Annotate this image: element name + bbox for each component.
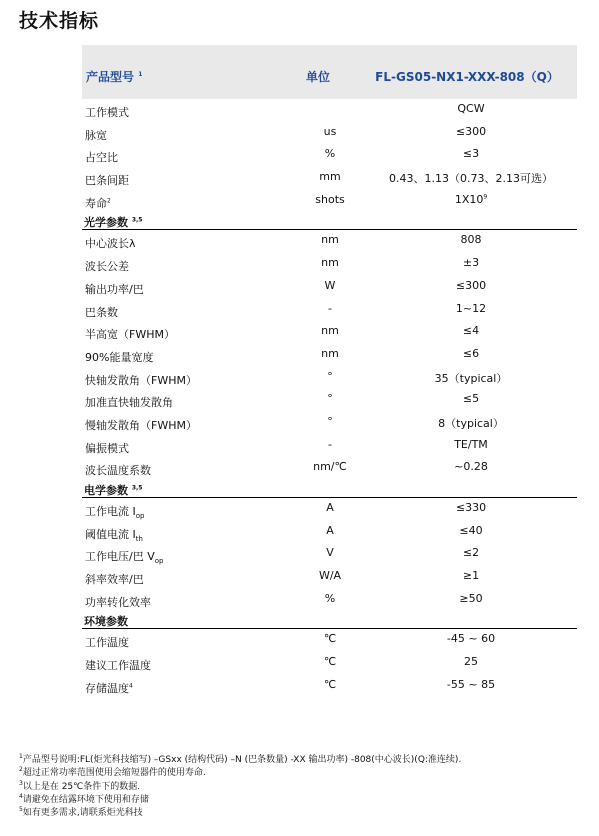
param-value-text: ≤300: [455, 278, 487, 292]
param-unit: °: [327, 392, 333, 406]
param-value: [447, 678, 495, 691]
param-name-text: 工作电压/巴 V: [85, 550, 155, 564]
footnote: [19, 754, 461, 767]
footnote: [19, 794, 461, 807]
param-value: [454, 438, 488, 451]
header-model-label: 产品型号 $^1$: [86, 70, 143, 84]
footnote-number: 2: [19, 766, 23, 774]
table-row: [82, 652, 577, 675]
param-name-text: 巴条数: [85, 305, 118, 319]
param-value: [463, 147, 479, 160]
param-value-exponent: 9: [483, 193, 488, 201]
header-model-footnote-ref: 1: [138, 71, 143, 78]
spec-table: [82, 45, 577, 698]
param-name-text: 波长公差: [85, 260, 129, 274]
param-value: [457, 102, 484, 115]
section-title-label: 环境参数: [84, 615, 128, 629]
footnotes: [19, 754, 461, 820]
table-row: [82, 412, 577, 435]
param-name: [85, 304, 118, 320]
param-unit: -: [328, 301, 332, 315]
param-value: [456, 125, 486, 138]
param-name-text: 阈值电流 I: [85, 527, 136, 541]
table-body: [82, 99, 577, 698]
param-name-text: 半高宽（FWHM）: [85, 328, 175, 342]
param-value: [438, 415, 504, 431]
param-name: [85, 326, 175, 342]
param-unit: %: [324, 591, 336, 605]
param-value: [463, 347, 479, 360]
param-name: [85, 172, 129, 188]
param-name-text: 偏振模式: [85, 441, 129, 455]
param-name-text: 存储温度: [85, 681, 129, 695]
param-name-text: 寿命: [85, 196, 107, 210]
param-name-text: 快轴发散角（FWHM）: [85, 373, 197, 387]
table-row: [82, 389, 577, 412]
table-row: [82, 276, 577, 299]
param-name: [85, 104, 129, 120]
param-unit: shots: [315, 192, 345, 206]
param-unit: mm: [319, 170, 341, 184]
param-unit: °: [327, 369, 333, 383]
param-value: [464, 655, 478, 668]
param-unit: W: [324, 278, 336, 292]
footnote-number: 1: [19, 753, 23, 760]
section-title-text: [84, 613, 128, 629]
param-unit: %: [324, 147, 336, 161]
param-value-text: 25: [464, 655, 478, 669]
table-row: [82, 457, 577, 480]
table-row: [82, 321, 577, 344]
param-value-text: -45 ~ 60: [446, 632, 496, 646]
table-row: [82, 344, 577, 367]
footnote-number: 5: [19, 806, 23, 814]
param-unit: A: [326, 501, 334, 514]
param-value: [456, 302, 486, 315]
header-product-code: FL-GS05-NX1-XXX-808（Q）: [375, 70, 559, 84]
footnote: [19, 781, 461, 794]
param-name: [85, 258, 129, 274]
section-title-text: [84, 482, 142, 498]
param-name-text: 工作模式: [85, 106, 129, 119]
param-name: [85, 462, 151, 478]
param-value: [389, 170, 553, 186]
table-row: [82, 299, 577, 322]
table-row: [82, 435, 577, 458]
section-title: [82, 480, 577, 498]
param-name: [85, 149, 118, 165]
param-unit: nm: [321, 233, 339, 247]
footnote-text: 如有更多需求,请联系炬光科技: [22, 808, 143, 819]
param-unit: ℃: [323, 655, 337, 669]
footnote: [19, 807, 461, 820]
section-title-label: 电学参数: [84, 484, 128, 497]
page-title: 技术指标: [19, 10, 100, 32]
param-value-text: ≤40: [459, 523, 483, 537]
param-unit: nm/℃: [313, 460, 347, 474]
param-value-text: ≤330: [455, 501, 487, 514]
param-name-text: 中心波长λ: [85, 237, 136, 251]
section-title-label: 光学参数: [84, 216, 128, 230]
table-row: [82, 230, 577, 253]
param-value: [456, 279, 486, 292]
section-title: [82, 611, 577, 629]
param-subscript: op: [135, 512, 145, 521]
param-name: [85, 195, 111, 211]
param-value-text: 0.43、1.13（0.73、2.13可选）: [389, 172, 553, 186]
table-row: [82, 498, 577, 521]
param-value-text: -55 ~ 85: [446, 677, 496, 691]
param-unit: W/A: [318, 569, 342, 583]
param-value: [463, 392, 479, 405]
param-value-text: ≤6: [462, 346, 480, 360]
param-name-text: 工作电流 I: [85, 505, 136, 518]
table-row: [82, 99, 577, 122]
param-unit: -: [328, 437, 332, 451]
footnote-text: 产品型号说明:FL(炬光科技缩写) –GSxx (结构代码) –N (巴条数量) -XX 输出功率) -808(中心波长)(Q:准连续).: [22, 755, 462, 765]
param-value-text: 8（typical）: [438, 416, 504, 430]
footnote-number: 3: [19, 779, 23, 787]
param-value: [454, 460, 488, 473]
param-value: [455, 193, 487, 206]
param-name: [85, 503, 144, 519]
param-unit: V: [326, 546, 334, 560]
param-value-text: 1X10: [454, 192, 484, 206]
table-row: [82, 167, 577, 190]
footnote-text: 超过正常功率范围使用会缩短器件的使用寿命.: [22, 768, 206, 779]
param-value-text: ≤4: [462, 324, 480, 338]
table-row: [82, 253, 577, 276]
param-name-text: 加准直快轴发散角: [85, 396, 173, 410]
section-footnote-ref: 3,5: [131, 216, 143, 224]
param-value: [461, 233, 482, 246]
param-name: [85, 235, 136, 251]
param-name-text: 慢轴发散角（FWHM）: [85, 418, 197, 432]
param-value: [463, 569, 479, 582]
param-value: [463, 324, 479, 337]
table-header: [82, 45, 577, 99]
param-name: [85, 372, 197, 388]
param-name-text: 建议工作温度: [85, 659, 151, 673]
param-unit: °: [327, 414, 333, 428]
param-name-text: 输出功率/巴: [85, 282, 144, 296]
param-name-text: 斜率效率/巴: [85, 573, 144, 587]
param-name: [85, 127, 107, 143]
param-name: [85, 594, 151, 610]
param-name: [85, 634, 129, 650]
param-value: [435, 370, 508, 386]
param-name-text: 波长温度系数: [85, 464, 151, 478]
footnote-number: 4: [19, 792, 23, 800]
param-name: [85, 657, 151, 673]
param-value-text: TE/TM: [454, 437, 488, 451]
param-name: [85, 417, 197, 433]
param-name: [85, 571, 144, 587]
table-row: [82, 122, 577, 145]
param-name-text: 工作温度: [85, 636, 129, 650]
param-value-text: 1~12: [455, 301, 487, 315]
param-name-text: 功率转化效率: [85, 595, 151, 609]
param-value-text: ±3: [462, 256, 480, 270]
header-unit-label: 单位: [305, 70, 331, 84]
param-name: [85, 394, 173, 410]
table-row: [82, 190, 577, 213]
param-name-text: 脉宽: [85, 128, 107, 142]
param-name: [85, 440, 129, 456]
param-subscript: th: [135, 534, 143, 543]
table-row: [82, 367, 577, 390]
param-value: [459, 524, 482, 537]
footnote: [19, 767, 461, 780]
param-value: [463, 546, 479, 559]
param-value-text: ≥50: [459, 591, 483, 605]
param-value-text: ≤3: [462, 147, 480, 161]
param-subscript: op: [154, 557, 164, 566]
param-unit: us: [323, 124, 337, 138]
param-name-text: 90%能量宽度: [85, 350, 154, 364]
param-unit: nm: [321, 346, 339, 360]
section-title-text: [84, 214, 142, 230]
param-name: [85, 548, 163, 564]
param-unit: nm: [321, 324, 339, 338]
param-value-text: QCW: [457, 102, 485, 115]
param-footnote-ref: 2: [107, 197, 111, 205]
param-name: [85, 526, 143, 542]
param-value-text: ≤5: [462, 392, 480, 406]
param-value-text: ~0.28: [454, 460, 488, 474]
param-value-text: 35（typical）: [434, 371, 508, 385]
param-unit: A: [326, 523, 334, 537]
param-unit: nm: [321, 256, 339, 270]
table-row: [82, 589, 577, 612]
footnote-text: 以上是在 25℃条件下的数据.: [22, 781, 141, 792]
param-footnote-ref: 4: [129, 682, 133, 690]
table-row: [82, 543, 577, 566]
table-row: [82, 566, 577, 589]
table-row: [82, 144, 577, 167]
param-unit: ℃: [323, 677, 337, 691]
param-value: [447, 632, 495, 645]
param-name-text: 巴条间距: [85, 174, 129, 188]
param-value: [463, 256, 479, 269]
param-value: [459, 592, 482, 605]
param-name: [85, 680, 133, 696]
param-name: [85, 349, 153, 365]
param-value: [456, 501, 486, 514]
section-title: [82, 212, 577, 230]
table-row: [82, 675, 577, 698]
param-name-text: 占空比: [85, 151, 118, 165]
table-row: [82, 629, 577, 652]
param-value-text: ≤2: [462, 546, 480, 560]
table-row: [82, 521, 577, 544]
param-value-text: 808: [460, 233, 482, 247]
param-value-text: ≤300: [455, 124, 487, 138]
param-unit: ℃: [323, 632, 337, 646]
param-value-text: ≥1: [462, 569, 480, 583]
section-footnote-ref: 3,5: [131, 484, 143, 492]
footnote-text: 请避免在结露环境下使用和存储: [22, 794, 149, 805]
param-name: [85, 281, 144, 297]
